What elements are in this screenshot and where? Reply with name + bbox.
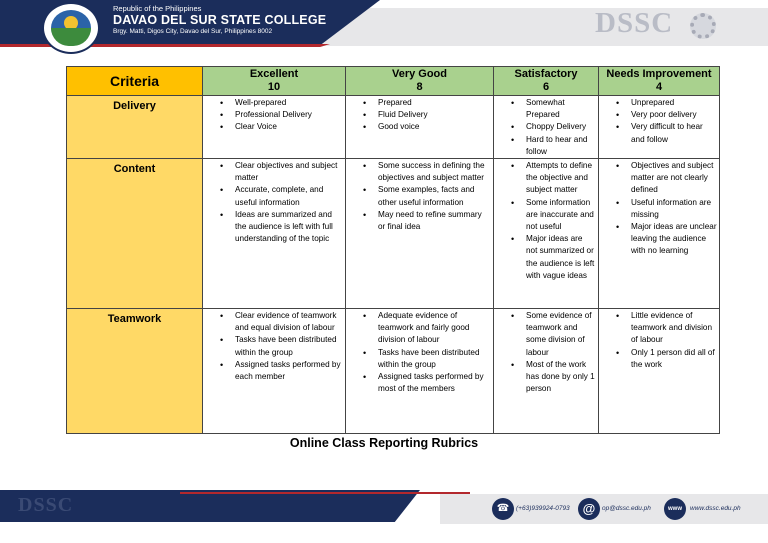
email-icon: @ [578,498,600,520]
rubric-cell [346,159,494,309]
level-label: Needs Improvement [606,68,712,80]
list-item: • Clear Voice [205,121,343,133]
rubric-cell [599,96,720,159]
list-item: • May need to refine summary or final idea [348,209,491,233]
level-points: 6 [542,81,550,93]
college-address: Brgy. Matti, Digos City, Davao del Sur, Philippines 8002 [113,28,273,35]
list-item: • Somewhat Prepared [496,97,596,121]
gear-seal-icon [690,13,716,39]
college-name: DAVAO DEL SUR STATE COLLEGE [113,13,327,27]
criteria-header: Criteria [67,67,203,96]
list-item: • Unprepared [601,97,717,109]
level-points: 4 [655,81,663,93]
rubric-cell [346,309,494,434]
level-excellent [203,67,346,96]
table-row [67,309,720,434]
list-item: • Useful information are missing [601,197,717,221]
rubric-cell [599,309,720,434]
footer-dssc-logo: DSSC [18,494,74,516]
footer-red-stripe [180,492,470,494]
list-item: • Tasks have been distributed within the group [348,347,491,371]
dssc-logo: DSSC [595,7,674,39]
list-item: • Clear objectives and subject matter [205,160,343,184]
list-item: • Objectives and subject matter are not clearly defined [601,160,717,197]
list-item: • Good voice [348,121,491,133]
list-item: • Adequate evidence of teamwork and fairly good division of labour [348,310,491,347]
list-item: • Hard to hear and follow [496,134,596,158]
table-row [67,159,720,309]
footer-phone: (+63)939924-0793 [516,505,570,512]
list-item: • Choppy Delivery [496,121,596,133]
level-satisfactory [494,67,599,96]
rubric-cell [203,96,346,159]
footer-email: op@dssc.edu.ph [602,505,651,512]
list-item: • Professional Delivery [205,109,343,121]
criterion-content: Content [67,159,203,309]
list-item: • Very poor delivery [601,109,717,121]
list-item: • Some success in defining the objectives and subject matter [348,160,491,184]
level-very-good [346,67,494,96]
list-item: • Ideas are summarized and the audience is left with full understanding of the topic [205,209,343,246]
page-header [0,0,768,52]
footer-website[interactable]: www.dssc.edu.ph [690,505,741,512]
list-item: • Some evidence of teamwork and some division of labour [496,310,596,359]
rubric-cell [599,159,720,309]
list-item: • Tasks have been distributed within the group [205,334,343,358]
rubric-cell [494,309,599,434]
rubric-header-row [67,67,720,96]
list-item: • Major ideas are unclear leaving the audience with no learning [601,221,717,258]
rubric-table [66,66,720,434]
level-needs-improvement [599,67,720,96]
list-item: • Some examples, facts and other useful information [348,184,491,208]
table-caption: Online Class Reporting Rubrics [289,436,479,450]
list-item: • Attempts to define the objective and subject matter [496,160,596,197]
level-points: 10 [267,81,281,93]
level-points: 8 [416,81,423,93]
level-label: Very Good [391,68,448,80]
list-item: • Well-prepared [205,97,343,109]
list-item: • Assigned tasks performed by most of the members [348,371,491,395]
table-row [67,96,720,159]
list-item: • Assigned tasks performed by each member [205,359,343,383]
level-label: Excellent [249,68,299,80]
republic-label: Republic of the Philippines [113,4,202,13]
list-item: • Only 1 person did all of the work [601,347,717,371]
list-item: • Major ideas are not summarized or the audience is left with vague ideas [496,233,596,282]
rubric-cell [203,159,346,309]
web-icon: www [664,498,686,520]
list-item: • Some information are inaccurate and not useful [496,197,596,234]
criterion-delivery: Delivery [67,96,203,159]
rubric-cell [494,159,599,309]
list-item: • Clear evidence of teamwork and equal division of labour [205,310,343,334]
rubric-cell [494,96,599,159]
rubric-cell [203,309,346,434]
list-item: • Little evidence of teamwork and division of labour [601,310,717,347]
list-item: • Most of the work has done by only 1 person [496,359,596,396]
list-item: • Accurate, complete, and useful information [205,184,343,208]
college-identity [113,4,326,36]
level-label: Satisfactory [514,68,578,80]
rubric-cell [346,96,494,159]
list-item: • Prepared [348,97,491,109]
criterion-teamwork: Teamwork [67,309,203,434]
phone-icon: ☎ [492,498,514,520]
list-item: • Fluid Delivery [348,109,491,121]
college-seal-icon [42,2,100,54]
list-item: • Very difficult to hear and follow [601,121,717,145]
